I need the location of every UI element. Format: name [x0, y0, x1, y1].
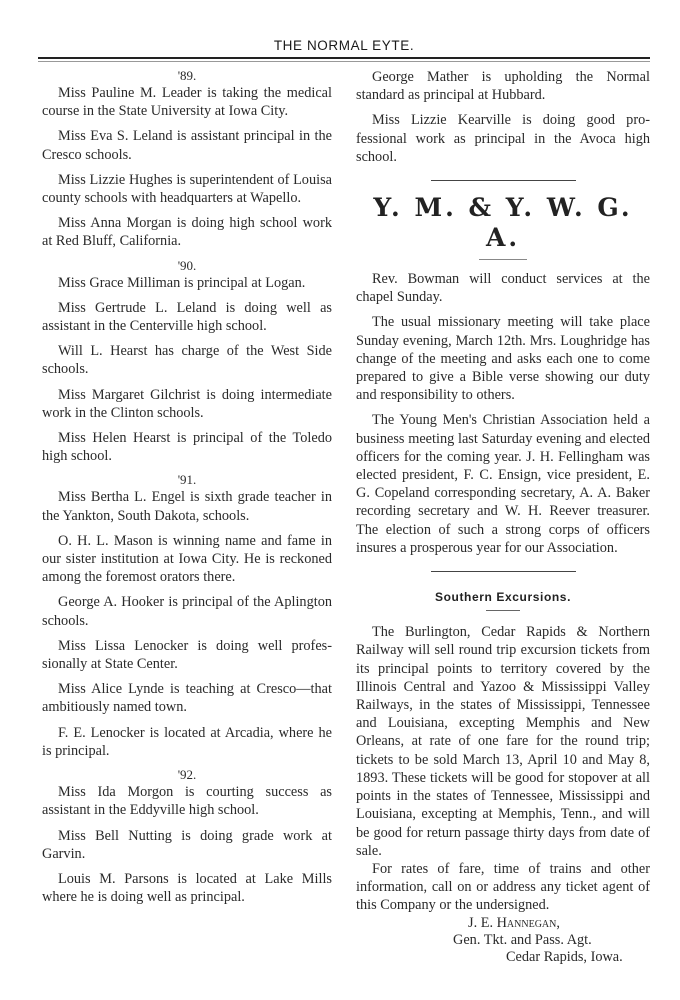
ymca-note: Rev. Bowman will conduct services at the chapel Sunday.	[356, 271, 650, 306]
alumni-note: Miss Eva S. Leland is assistant principal in the Cresco schools.	[42, 128, 332, 163]
alumni-note: Miss Grace Milliman is principal at Logan.	[58, 274, 306, 291]
running-head-title: THE NORMAL EYTE.	[273, 38, 415, 53]
class-year-heading: '91.	[177, 472, 197, 488]
signature-title: Gen. Tkt. and Pass. Agt.	[453, 931, 592, 948]
alumni-note: Miss Gertrude L. Leland is doing well as assistant in the Centerville high school.	[42, 299, 332, 335]
alumni-note: Miss Anna Morgan is doing high school work at Red Bluff, California.	[42, 215, 332, 250]
alumni-note: Miss Lissa Lenocker is doing well professionally at State Center.	[42, 637, 332, 673]
class-year-heading: '90.	[177, 257, 197, 273]
signature-location: Cedar Rapids, Iowa.	[506, 948, 623, 965]
ymca-note: The usual missionary meeting will take place Sunday evening, March 12th. Mrs. Loughridge has change of the meeting and asks each one to come prepared to give a Bible verse showing our duty and responsibility to others.	[356, 314, 650, 404]
header-rule-thin	[38, 61, 650, 62]
alumni-note: F. E. Lenocker is located at Arcadia, where he is principal.	[42, 724, 332, 759]
excursion-paragraph: For rates of fare, time of trains and other information, call on or address any ticket agent of this Company or the undersigned.	[356, 860, 650, 914]
section-divider	[431, 180, 576, 181]
section-divider	[431, 571, 576, 572]
alumni-note: Miss Lizzie Kearville is doing good professional work as principal in the Avoca high school.	[356, 112, 650, 165]
alumni-note: Miss Margaret Gilchrist is doing intermediate work in the Clinton schools.	[42, 386, 332, 421]
header-rule	[38, 57, 650, 59]
alumni-note: Miss Helen Hearst is principal of the Toledo high school.	[42, 430, 332, 465]
excursion-paragraph: The Burlington, Cedar Rapids & Northern Railway will sell round trip excursion tickets from its principal points to territory covered by the Illinois Central and Yazoo & Mississippi Valley Railways, in the states of Mississippi, Tennessee and Louisiana, excepting Memphis and New Orleans, at rate of one fare for the round trip; tickets to be sold March 13, April 10 and May 8, 1893. These tickets will be good for stopover at all points in the states of Tennessee, Mississippi and Louisiana, excepting at Memphis, Tenn., and will be good for return passage thirty days from date of sale.	[356, 624, 650, 859]
alumni-note: George A. Hooker is principal of the Aplington schools.	[42, 594, 332, 629]
alumni-note: Miss Bell Nutting is doing grade work at Garvin.	[42, 827, 332, 862]
right-column	[356, 68, 650, 966]
alumni-note: Louis M. Parsons is located at Lake Mills where he is doing well as principal.	[42, 870, 332, 906]
alumni-note: Miss Bertha L. Engel is sixth grade teacher in the Yankton, South Dakota, schools.	[42, 489, 332, 524]
class-year-heading: '89.	[177, 68, 197, 83]
title-underline	[486, 610, 520, 611]
alumni-note: Miss Pauline M. Leader is taking the medical course in the State University at Iowa City.	[42, 85, 332, 120]
alumni-note: Miss Lizzie Hughes is superintendent of Louisa county schools with headquarters at Wapello.	[42, 171, 332, 207]
ymca-note: The Young Men's Christian Association held a business meeting last Saturday evening and elected officers for the coming year. J. H. Fellingham was elected president, F. C. Ensign, vice president, E. G. Copeland corresponding secretary, A. A. Baker recording secretary and W. H. Reever treasurer. The election of such a strong corps of officers insures a prosperous year for our Association.	[356, 412, 650, 556]
class-year-heading: '92.	[177, 767, 197, 783]
section-title-southern-excursions: Southern Excursions.	[434, 590, 572, 605]
signature-name: J. E. Hannegan,	[468, 914, 560, 931]
alumni-note: Miss Ida Morgon is courting success as assistant in the Eddyville high school.	[42, 784, 332, 819]
alumni-note: O. H. L. Mason is winning name and fame in our sister institution at Iowa City. He is reckoned among the foremost orators there.	[42, 532, 332, 586]
left-column-alumni-notes	[42, 68, 332, 913]
alumni-note: George Mather is upholding the Normal standard as principal at Hubbard.	[356, 69, 650, 104]
title-underline	[479, 259, 527, 260]
section-title-ymca: Y. M. & Y. W. G. A.	[373, 193, 633, 253]
alumni-note: Miss Alice Lynde is teaching at Cresco—that ambitiously named town.	[42, 681, 332, 716]
alumni-note: Will L. Hearst has charge of the West Side schools.	[42, 343, 332, 378]
